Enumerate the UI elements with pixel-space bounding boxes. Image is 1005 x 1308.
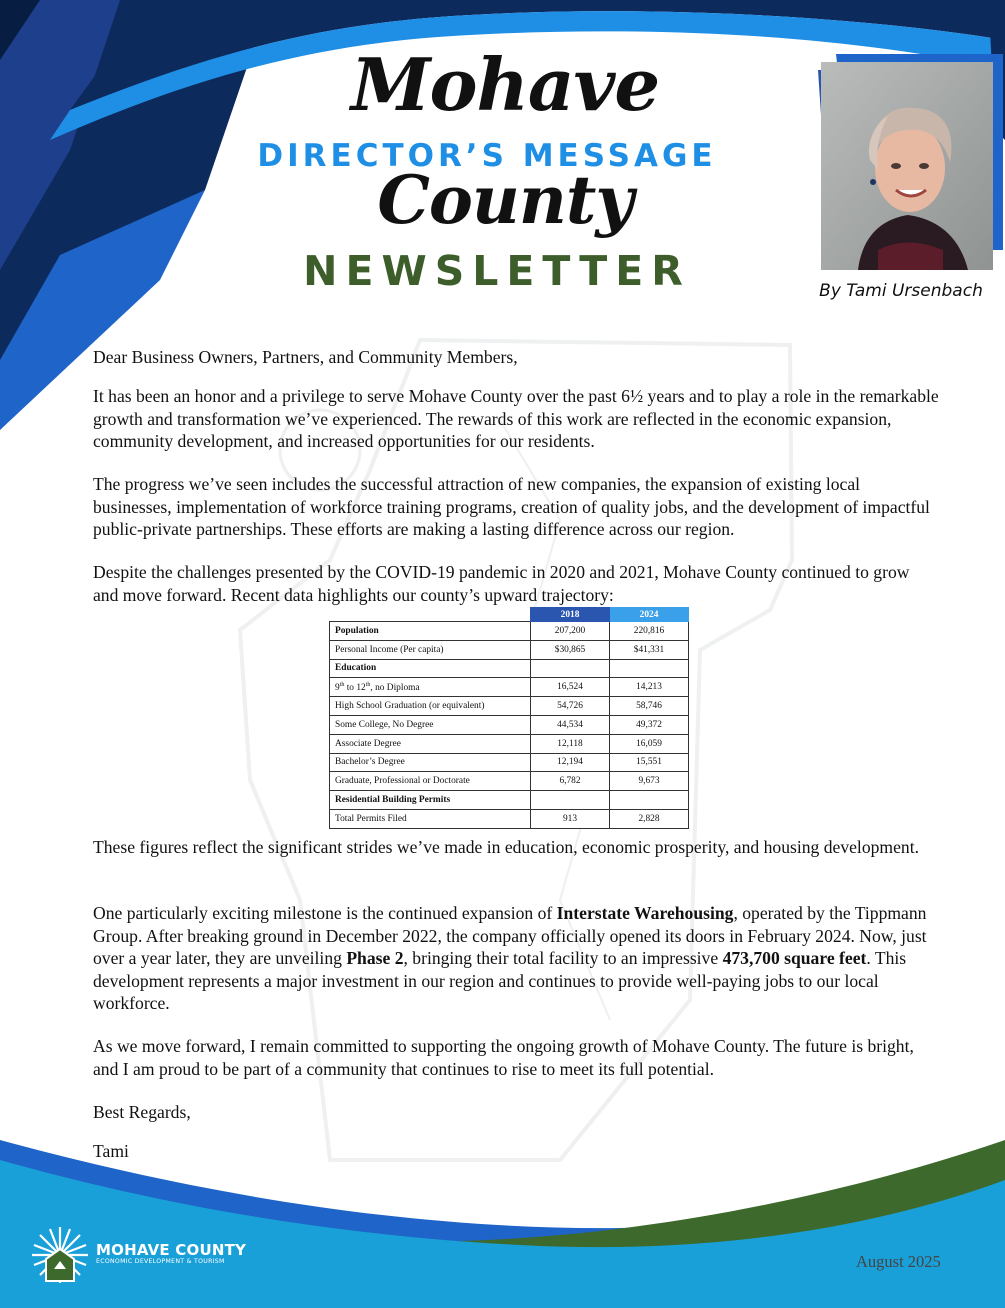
table-row: Graduate, Professional or Doctorate 6,782 9,673	[330, 772, 689, 791]
letter-salutation: Dear Business Owners, Partners, and Community Members,	[93, 347, 518, 367]
newsletter-heading: NEWSLETTER	[303, 247, 691, 295]
highlight-square-feet: 473,700 square feet	[722, 948, 867, 968]
growth-stats-table	[329, 607, 689, 829]
title-mohave: Mohave	[350, 42, 660, 127]
section-heading: DIRECTOR’S MESSAGE	[257, 138, 717, 174]
footer-brand	[96, 1242, 246, 1266]
table-header-row	[330, 608, 689, 622]
table-row: Associate Degree 12,118 16,059	[330, 734, 689, 753]
table-row: Residential Building Permits	[330, 791, 689, 810]
column-header-2024: 2024	[610, 608, 689, 622]
brand-subtitle: ECONOMIC DEVELOPMENT & TOURISM	[96, 1258, 225, 1265]
byline: By Tami Ursenbach	[819, 281, 983, 301]
letter-paragraph-6: As we move forward, I remain committed to supporting the ongoing growth of Mohave County. The future is bright, and I am proud to be part of a community that continues to rise to meet its full potential.	[93, 1036, 914, 1079]
table-row: 9th to 12th, no Diploma 16,524 14,213	[330, 678, 689, 697]
highlight-interstate-warehousing: Interstate Warehousing	[556, 903, 734, 923]
table-row: Education	[330, 659, 689, 678]
letter-paragraph-2: The progress we’ve seen includes the successful attraction of new companies, the expansion of existing local businesses, implementation of workforce training programs, creation of quality jobs, and the development of impactful public-private partnerships. These efforts are making a lasting difference across our region.	[93, 474, 930, 539]
table-row: Total Permits Filed 913 2,828	[330, 809, 689, 828]
title-county: County	[377, 161, 633, 239]
author-photo	[818, 50, 1003, 272]
table-row: Bachelor’s Degree 12,194 15,551	[330, 753, 689, 772]
brand-name: MOHAVE COUNTY	[96, 1241, 247, 1259]
column-header-2018: 2018	[531, 608, 610, 622]
letter-paragraph-4: These figures reflect the significant strides we’ve made in education, economic prosperity, and housing development.	[93, 837, 919, 857]
highlight-phase-2: Phase 2	[346, 948, 404, 968]
letter-signature: Tami	[93, 1141, 129, 1161]
table-row: Population 207,200 220,816	[330, 622, 689, 641]
mohave-county-logo-icon	[32, 1227, 88, 1283]
letter-paragraph-1: It has been an honor and a privilege to serve Mohave County over the past 6½ years and to play a role in the remarkable growth and transformation we’ve experienced. The rewards of this work are reflected in the economic expansion, community development, and increased opportunities for our residents.	[93, 386, 939, 451]
letter-closing: Best Regards,	[93, 1102, 191, 1122]
table-row: Personal Income (Per capita) $30,865 $41,331	[330, 640, 689, 659]
letter-paragraph-5: One particularly exciting milestone is the continued expansion of Interstate Warehousing, operated by the Tippmann Group. After breaking ground in December 2022, the company officially opened its doors in February 2024. Now, just over a year later, they are unveiling Phase 2, bringing their total facility to an impressive 473,700 square feet. This development represents a major investment in our region and continues to provide well-paying jobs to our local workforce.	[93, 903, 927, 1013]
issue-date: August 2025	[856, 1252, 941, 1271]
letter-paragraph-3: Despite the challenges presented by the COVID-19 pandemic in 2020 and 2021, Mohave County continued to grow and move forward. Recent data highlights our county’s upward trajectory:	[93, 562, 910, 605]
table-row: Some College, No Degree 44,534 49,372	[330, 715, 689, 734]
table-row: High School Graduation (or equivalent) 54,726 58,746	[330, 697, 689, 716]
